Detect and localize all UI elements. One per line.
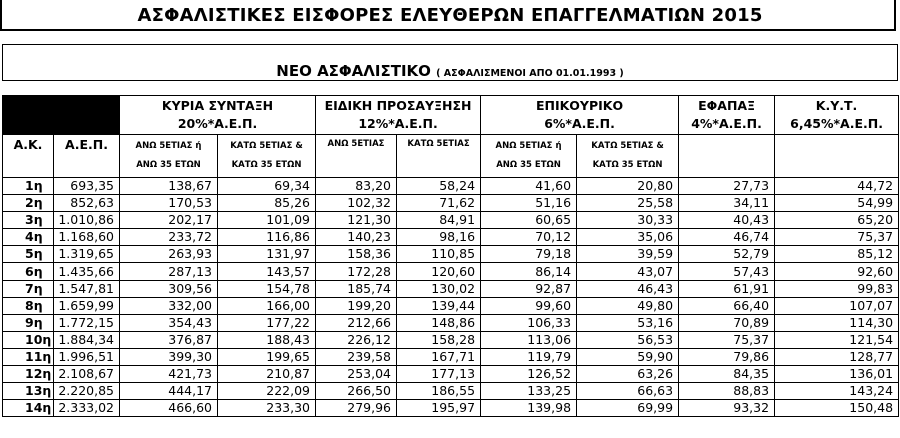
special-under-cell: 98,16: [397, 229, 481, 246]
class-cell: 10η: [3, 331, 54, 348]
special-over-cell: 102,32: [316, 195, 397, 212]
special-under-cell: 130,02: [397, 280, 481, 297]
class-cell: 2η: [3, 195, 54, 212]
lump-sum-cell: 46,74: [679, 229, 775, 246]
aep-cell: 1.168,60: [54, 229, 120, 246]
kyt-cell: 65,20: [775, 212, 899, 229]
main-over-cell: 376,87: [120, 331, 218, 348]
aux-under-cell: 35,06: [577, 229, 679, 246]
aux-over-cell: 41,60: [481, 178, 577, 195]
table-row: [3, 297, 899, 314]
table-row: [3, 263, 899, 280]
col-header-main-under: ΚΑΤΩ 5ΕΤΙΑΣ & ΚΑΤΩ 35 ΕΤΩΝ: [218, 135, 316, 178]
lump-sum-cell: 79,86: [679, 348, 775, 365]
main-under-cell: 199,65: [218, 348, 316, 365]
table-row: [3, 178, 899, 195]
special-over-cell: 279,96: [316, 400, 397, 417]
lump-sum-cell: 88,83: [679, 383, 775, 400]
lump-sum-cell: 61,91: [679, 280, 775, 297]
aux-over-cell: 106,33: [481, 314, 577, 331]
kyt-cell: 99,83: [775, 280, 899, 297]
special-under-cell: 148,86: [397, 314, 481, 331]
aux-under-cell: 39,59: [577, 246, 679, 263]
kyt-cell: 92,60: [775, 263, 899, 280]
kyt-cell: 143,24: [775, 383, 899, 400]
kyt-cell: 150,48: [775, 400, 899, 417]
main-over-cell: 287,13: [120, 263, 218, 280]
group-header-lump-sum: ΕΦΑΠΑΞ 4%*Α.Ε.Π.: [679, 96, 775, 135]
table-row: [3, 366, 899, 383]
lump-sum-cell: 27,73: [679, 178, 775, 195]
table-row: [3, 400, 899, 417]
aux-over-cell: 113,06: [481, 331, 577, 348]
aux-under-cell: 46,43: [577, 280, 679, 297]
lump-sum-cell: 84,35: [679, 366, 775, 383]
special-under-cell: 120,60: [397, 263, 481, 280]
main-under-cell: 85,26: [218, 195, 316, 212]
page-title: ΑΣΦΑΛΙΣΤΙΚΕΣ ΕΙΣΦΟΡΕΣ ΕΛΕΥΘΕΡΩΝ ΕΠΑΓΓΕΛΜΑΤΙΩΝ 2015: [137, 5, 763, 26]
main-over-cell: 138,67: [120, 178, 218, 195]
class-cell: 6η: [3, 263, 54, 280]
class-cell: 11η: [3, 348, 54, 365]
table-body: [3, 178, 899, 417]
special-over-cell: 83,20: [316, 178, 397, 195]
main-under-cell: 188,43: [218, 331, 316, 348]
contributions-table: [2, 95, 899, 417]
aux-over-cell: 51,16: [481, 195, 577, 212]
main-over-cell: 399,30: [120, 348, 218, 365]
main-under-cell: 101,09: [218, 212, 316, 229]
lump-sum-cell: 52,79: [679, 246, 775, 263]
group-header-special-surcharge: ΕΙΔΙΚΗ ΠΡΟΣΑΥΞΗΣΗ 12%*Α.Ε.Π.: [316, 96, 481, 135]
col-header-aep: Α.Ε.Π.: [54, 135, 120, 178]
aux-over-cell: 92,87: [481, 280, 577, 297]
aux-under-cell: 63,26: [577, 366, 679, 383]
special-over-cell: 199,20: [316, 297, 397, 314]
main-over-cell: 263,93: [120, 246, 218, 263]
group-header-kyt: Κ.Υ.Τ. 6,45%*Α.Ε.Π.: [775, 96, 899, 135]
aux-under-cell: 30,33: [577, 212, 679, 229]
main-over-cell: 233,72: [120, 229, 218, 246]
lump-sum-cell: 40,43: [679, 212, 775, 229]
table-row: [3, 314, 899, 331]
aux-under-cell: 69,99: [577, 400, 679, 417]
main-over-cell: 354,43: [120, 314, 218, 331]
subtitle: [0, 62, 900, 80]
table-row: [3, 246, 899, 263]
main-over-cell: 332,00: [120, 297, 218, 314]
aep-cell: 1.547,81: [54, 280, 120, 297]
main-under-cell: 143,57: [218, 263, 316, 280]
kyt-cell: 54,99: [775, 195, 899, 212]
main-under-cell: 131,97: [218, 246, 316, 263]
lump-sum-cell: 57,43: [679, 263, 775, 280]
special-under-cell: 139,44: [397, 297, 481, 314]
subtitle-main: ΝΕΟ ΑΣΦΑΛΙΣΤΙΚΟ: [276, 62, 431, 80]
aep-cell: 1.996,51: [54, 348, 120, 365]
col-header-main-over: ΑΝΩ 5ΕΤΙΑΣ ή ΑΝΩ 35 ΕΤΩΝ: [120, 135, 218, 178]
aep-cell: 852,63: [54, 195, 120, 212]
class-cell: 14η: [3, 400, 54, 417]
class-cell: 9η: [3, 314, 54, 331]
aux-under-cell: 43,07: [577, 263, 679, 280]
class-cell: 8η: [3, 297, 54, 314]
special-under-cell: 167,71: [397, 348, 481, 365]
col-header-lump-sum-empty: [679, 135, 775, 178]
aux-over-cell: 60,65: [481, 212, 577, 229]
aep-cell: 2.220,85: [54, 383, 120, 400]
aux-under-cell: 66,63: [577, 383, 679, 400]
special-over-cell: 239,58: [316, 348, 397, 365]
lump-sum-cell: 66,40: [679, 297, 775, 314]
aep-cell: 1.884,34: [54, 331, 120, 348]
class-cell: 1η: [3, 178, 54, 195]
special-under-cell: 186,55: [397, 383, 481, 400]
subtitle-note: ( ΑΣΦΑΛΙΣΜΕΝΟΙ ΑΠΟ 01.01.1993 ): [436, 68, 624, 79]
aep-cell: 2.108,67: [54, 366, 120, 383]
aep-cell: 1.659,99: [54, 297, 120, 314]
special-over-cell: 158,36: [316, 246, 397, 263]
table-row: [3, 348, 899, 365]
kyt-cell: 85,12: [775, 246, 899, 263]
special-under-cell: 110,85: [397, 246, 481, 263]
main-over-cell: 421,73: [120, 366, 218, 383]
lump-sum-cell: 34,11: [679, 195, 775, 212]
col-header-special-over: ΑΝΩ 5ΕΤΙΑΣ: [316, 135, 397, 178]
special-over-cell: 121,30: [316, 212, 397, 229]
kyt-cell: 114,30: [775, 314, 899, 331]
class-cell: 12η: [3, 366, 54, 383]
main-under-cell: 233,30: [218, 400, 316, 417]
aux-under-cell: 25,58: [577, 195, 679, 212]
table-row: [3, 195, 899, 212]
kyt-cell: 121,54: [775, 331, 899, 348]
aux-under-cell: 56,53: [577, 331, 679, 348]
table-row: [3, 229, 899, 246]
aux-over-cell: 86,14: [481, 263, 577, 280]
aep-cell: 693,35: [54, 178, 120, 195]
table-row: [3, 280, 899, 297]
aux-under-cell: 59,90: [577, 348, 679, 365]
group-header-auxiliary: ΕΠΙΚΟΥΡΙΚΟ 6%*Α.Ε.Π.: [481, 96, 679, 135]
aux-under-cell: 20,80: [577, 178, 679, 195]
special-under-cell: 58,24: [397, 178, 481, 195]
lump-sum-cell: 93,32: [679, 400, 775, 417]
aux-over-cell: 119,79: [481, 348, 577, 365]
aux-over-cell: 133,25: [481, 383, 577, 400]
kyt-cell: 44,72: [775, 178, 899, 195]
kyt-cell: 136,01: [775, 366, 899, 383]
special-under-cell: 71,62: [397, 195, 481, 212]
aep-cell: 1.010,86: [54, 212, 120, 229]
main-over-cell: 309,56: [120, 280, 218, 297]
main-under-cell: 69,34: [218, 178, 316, 195]
main-over-cell: 202,17: [120, 212, 218, 229]
kyt-cell: 107,07: [775, 297, 899, 314]
aux-over-cell: 70,12: [481, 229, 577, 246]
lump-sum-cell: 70,89: [679, 314, 775, 331]
aux-under-cell: 53,16: [577, 314, 679, 331]
aep-cell: 1.435,66: [54, 263, 120, 280]
aux-under-cell: 49,80: [577, 297, 679, 314]
class-cell: 3η: [3, 212, 54, 229]
kyt-cell: 75,37: [775, 229, 899, 246]
class-cell: 5η: [3, 246, 54, 263]
main-under-cell: 166,00: [218, 297, 316, 314]
special-over-cell: 172,28: [316, 263, 397, 280]
lump-sum-cell: 75,37: [679, 331, 775, 348]
aux-over-cell: 126,52: [481, 366, 577, 383]
class-cell: 13η: [3, 383, 54, 400]
col-header-aux-over: ΑΝΩ 5ΕΤΙΑΣ ή ΑΝΩ 35 ΕΤΩΝ: [481, 135, 577, 178]
aep-cell: 1.772,15: [54, 314, 120, 331]
class-cell: 4η: [3, 229, 54, 246]
table-row: [3, 383, 899, 400]
special-under-cell: 177,13: [397, 366, 481, 383]
main-under-cell: 116,86: [218, 229, 316, 246]
main-under-cell: 222,09: [218, 383, 316, 400]
class-cell: 7η: [3, 280, 54, 297]
special-over-cell: 212,66: [316, 314, 397, 331]
special-under-cell: 158,28: [397, 331, 481, 348]
aep-cell: 1.319,65: [54, 246, 120, 263]
col-header-kyt-empty: [775, 135, 899, 178]
main-over-cell: 466,60: [120, 400, 218, 417]
group-header-main-pension: ΚΥΡΙΑ ΣΥΝΤΑΞΗ 20%*Α.Ε.Π.: [120, 96, 316, 135]
col-header-ak: Α.Κ.: [3, 135, 54, 178]
main-over-cell: 444,17: [120, 383, 218, 400]
special-over-cell: 185,74: [316, 280, 397, 297]
main-under-cell: 177,22: [218, 314, 316, 331]
special-under-cell: 195,97: [397, 400, 481, 417]
black-corner-cell: [3, 96, 120, 135]
main-under-cell: 210,87: [218, 366, 316, 383]
special-over-cell: 140,23: [316, 229, 397, 246]
kyt-cell: 128,77: [775, 348, 899, 365]
table-row: [3, 331, 899, 348]
aux-over-cell: 79,18: [481, 246, 577, 263]
aux-over-cell: 139,98: [481, 400, 577, 417]
special-under-cell: 84,91: [397, 212, 481, 229]
special-over-cell: 253,04: [316, 366, 397, 383]
aep-cell: 2.333,02: [54, 400, 120, 417]
main-under-cell: 154,78: [218, 280, 316, 297]
aux-over-cell: 99,60: [481, 297, 577, 314]
col-header-special-under: ΚΑΤΩ 5ΕΤΙΑΣ: [397, 135, 481, 178]
col-header-aux-under: ΚΑΤΩ 5ΕΤΙΑΣ & ΚΑΤΩ 35 ΕΤΩΝ: [577, 135, 679, 178]
special-over-cell: 226,12: [316, 331, 397, 348]
main-over-cell: 170,53: [120, 195, 218, 212]
special-over-cell: 266,50: [316, 383, 397, 400]
table-row: [3, 212, 899, 229]
